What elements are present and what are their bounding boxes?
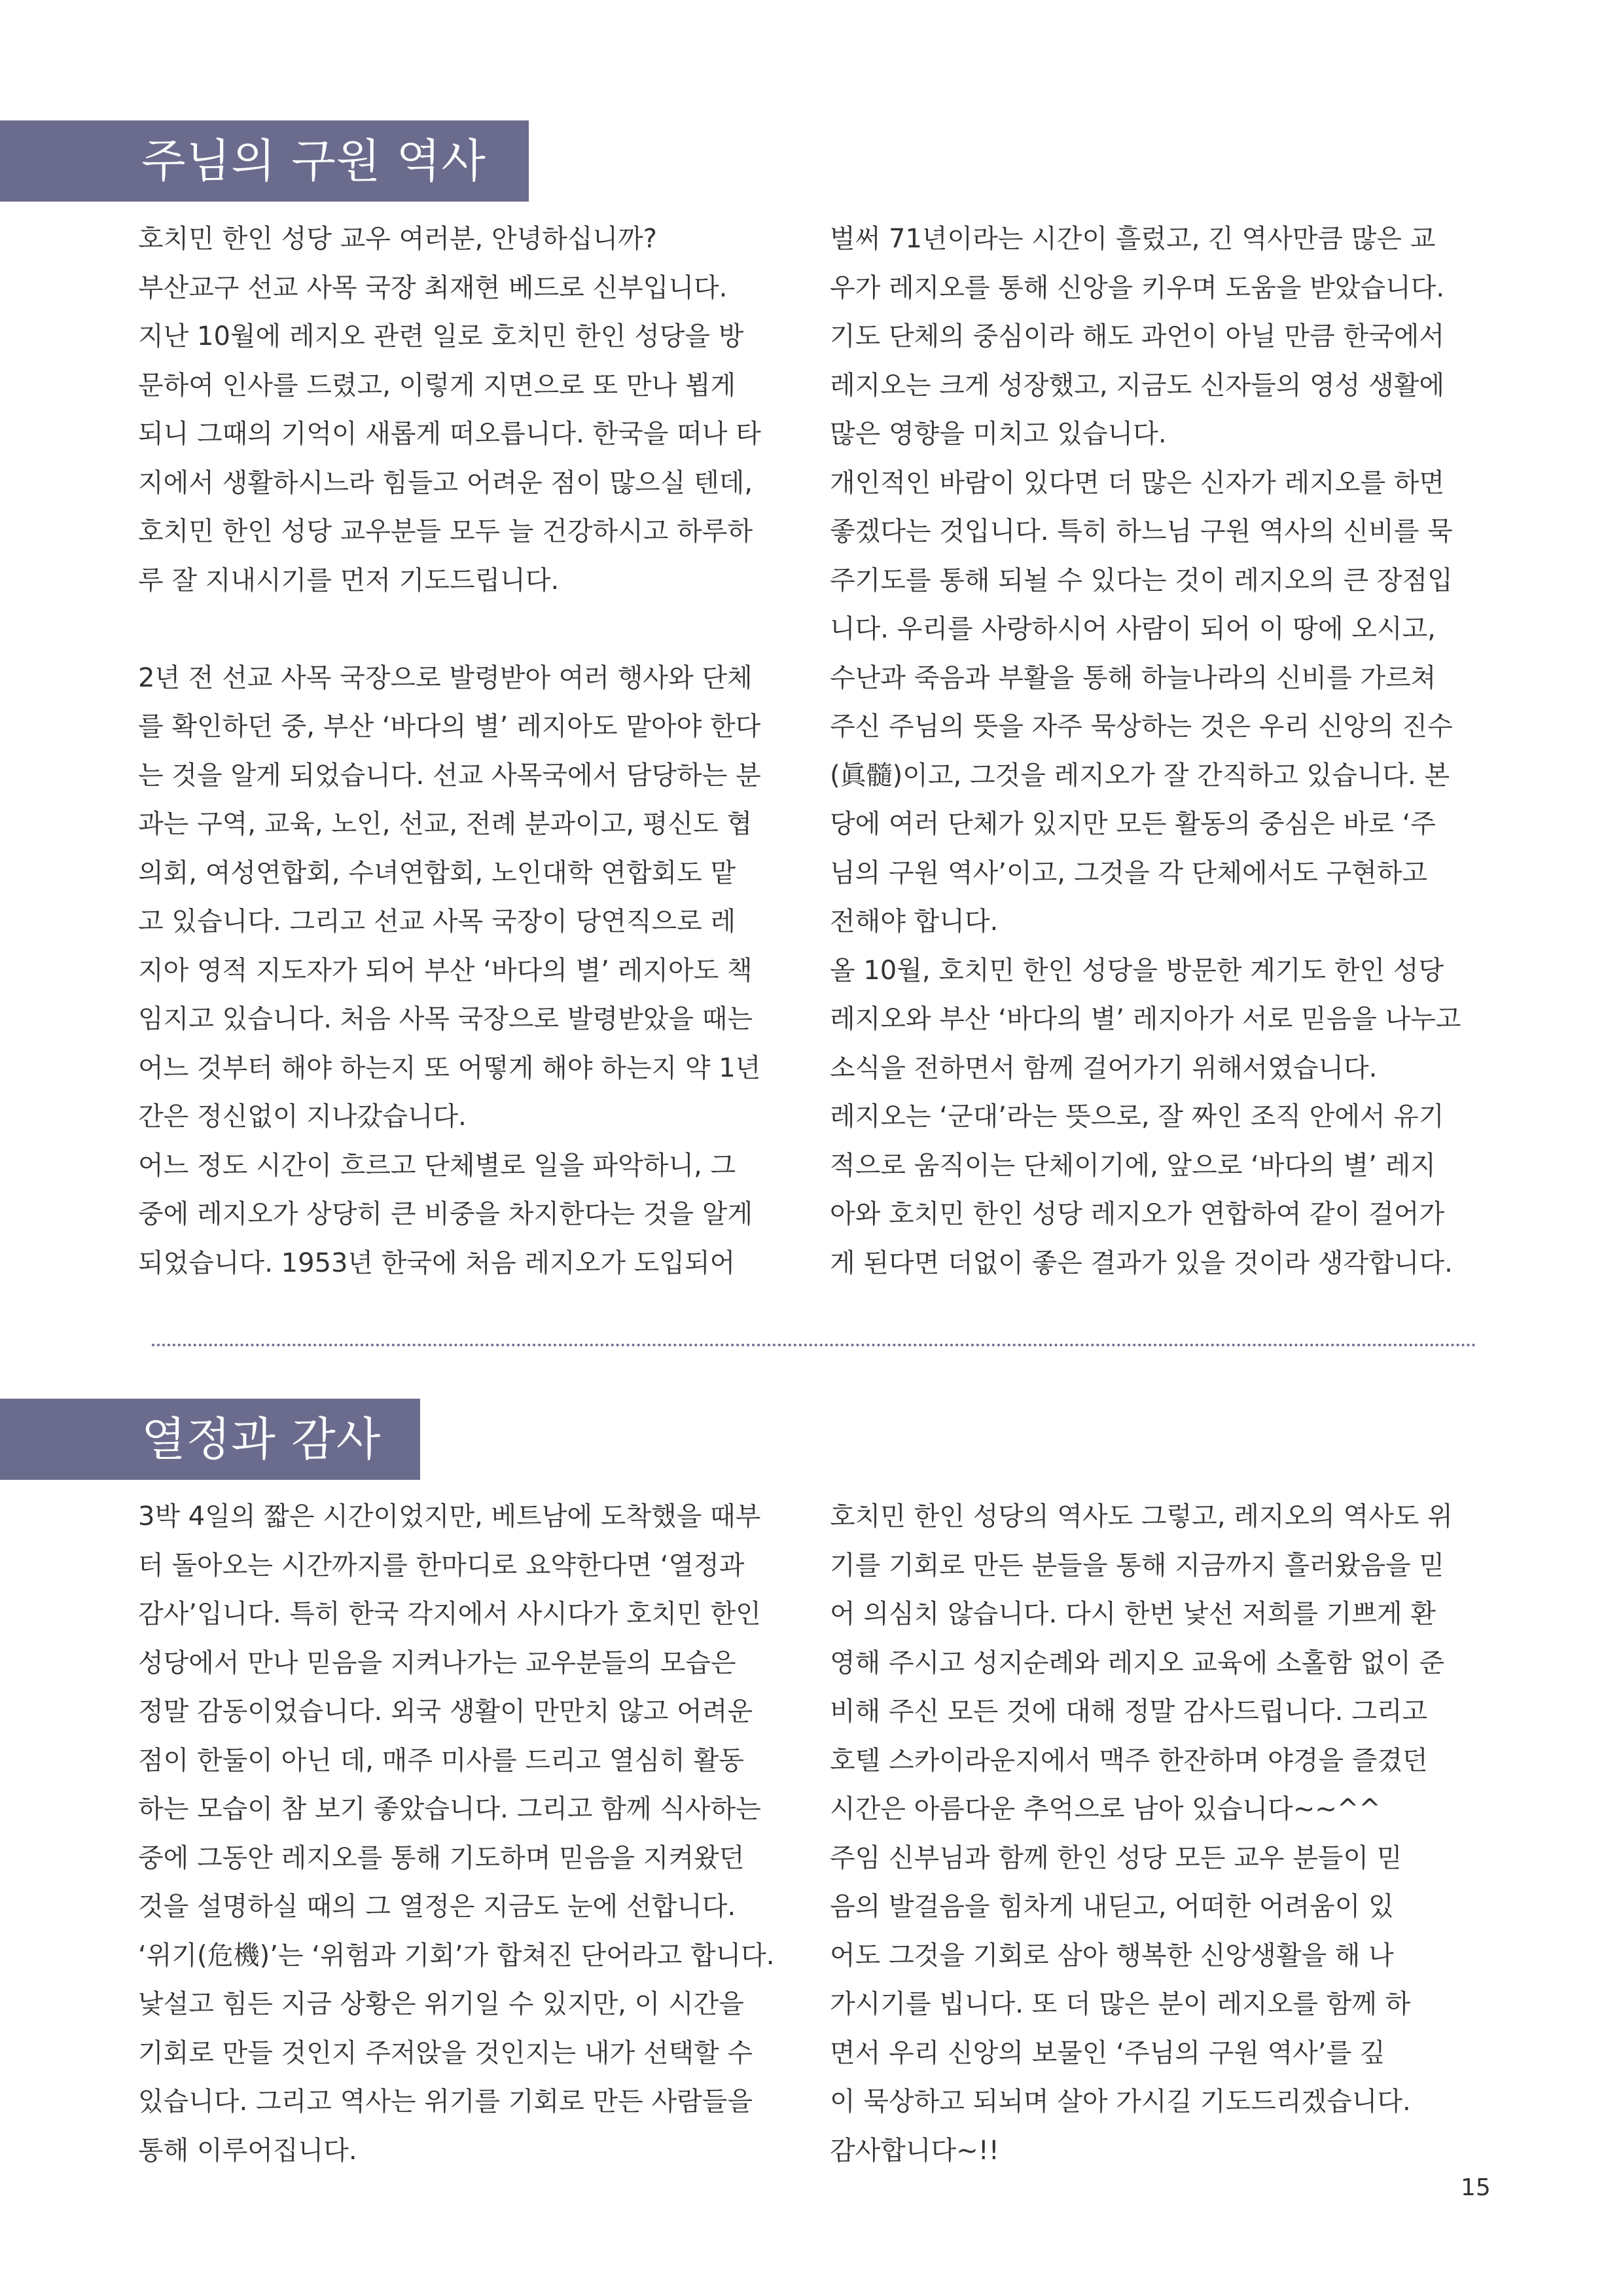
text-line: 님의 구원 역사’이고, 그것을 각 단체에서도 구현하고 (830, 857, 1428, 888)
text-line: 적으로 움직이는 단체이기에, 앞으로 ‘바다의 별’ 레지 (830, 1150, 1436, 1181)
text-line: 과는 구역, 교육, 노인, 선교, 전례 분과이고, 평신도 협 (138, 809, 753, 839)
text-line: 전해야 합니다. (830, 906, 999, 937)
text-line: 어도 그것을 기회로 삼아 행복한 신앙생활을 해 나 (830, 1940, 1394, 1971)
article-column-left (138, 1492, 793, 2175)
text-line: 레지오와 부산 ‘바다의 별’ 레지아가 서로 믿음을 나누고 (830, 1004, 1461, 1034)
text-line: 올 10월, 호치민 한인 성당을 방문한 계기도 한인 성당 (830, 955, 1444, 986)
text-line: 시간은 아름다운 추억으로 남아 있습니다~~^^ (830, 1794, 1381, 1824)
text-line: 주신 주님의 뜻을 자주 묵상하는 것은 우리 신앙의 진수 (830, 711, 1453, 742)
text-line: 3박 4일의 짧은 시간이었지만, 베트남에 도착했을 때부 (138, 1501, 761, 1532)
text-line: 레지오는 크게 성장했고, 지금도 신자들의 영성 생활에 (830, 370, 1445, 401)
text-line: 게 된다면 더없이 좋은 결과가 있을 것이라 생각합니다. (830, 1247, 1453, 1278)
article-column-right (830, 1492, 1484, 2175)
text-line: 간은 정신없이 지나갔습니다. (138, 1102, 467, 1132)
text-line: 기회로 만들 것인지 주저앉을 것인지는 내가 선택할 수 (138, 2037, 753, 2068)
text-line: 정말 감동이었습니다. 외국 생활이 만만치 않고 어려운 (138, 1696, 753, 1727)
text-line: 지에서 생활하시느라 힘들고 어려운 점이 많으실 텐데, (138, 467, 753, 498)
text-line: 수난과 죽음과 부활을 통해 하늘나라의 신비를 가르쳐 (830, 662, 1436, 693)
section-title: 열정과 감사 (141, 1412, 382, 1466)
text-line: 문하여 인사를 드렸고, 이렇게 지면으로 또 만나 뵙게 (138, 370, 736, 401)
page-number: 15 (1461, 2174, 1491, 2201)
text-line: 어느 것부터 해야 하는지 또 어떻게 해야 하는지 약 1년 (138, 1052, 761, 1083)
text-line: 는 것을 알게 되었습니다. 선교 사목국에서 담당하는 분 (138, 760, 761, 791)
text-line: (眞髓)이고, 그것을 레지오가 잘 간직하고 있습니다. 본 (830, 760, 1450, 791)
text-line: 터 돌아오는 시간까지를 한마디로 요약한다면 ‘열정과 (138, 1550, 745, 1581)
text-line: 중에 레지오가 상당히 큰 비중을 차지한다는 것을 알게 (138, 1199, 753, 1229)
text-line: 지난 10월에 레지오 관련 일로 호치민 한인 성당을 방 (138, 321, 744, 351)
text-line: 하는 모습이 참 보기 좋았습니다. 그리고 함께 식사하는 (138, 1794, 761, 1824)
text-line: 낯설고 힘든 지금 상황은 위기일 수 있지만, 이 시간을 (138, 1989, 744, 2019)
section-title: 주님의 구원 역사 (141, 134, 486, 188)
text-line: 것을 설명하실 때의 그 열정은 지금도 눈에 선합니다. (138, 1892, 736, 1922)
text-line: 주기도를 통해 되뇔 수 있다는 것이 레지오의 큰 장점입 (830, 565, 1453, 596)
text-line: 를 확인하던 중, 부산 ‘바다의 별’ 레지아도 맡아야 한다 (138, 711, 761, 742)
text-line: 벌써 71년이라는 시간이 흘렀고, 긴 역사만큼 많은 교 (830, 224, 1436, 254)
text-line: 좋겠다는 것입니다. 특히 하느님 구원 역사의 신비를 묵 (830, 516, 1453, 547)
text-line: 지아 영적 지도자가 되어 부산 ‘바다의 별’ 레지아도 책 (138, 955, 753, 986)
text-line: 있습니다. 그리고 역사는 위기를 기회로 만든 사람들을 (138, 2087, 753, 2117)
text-line: 가시기를 빕니다. 또 더 많은 분이 레지오를 함께 하 (830, 1989, 1411, 2019)
article-column-left (138, 215, 793, 1287)
text-line: 아와 호치민 한인 성당 레지오가 연합하여 같이 걸어가 (830, 1199, 1445, 1229)
text-line: 되니 그때의 기억이 새롭게 떠오릅니다. 한국을 떠나 타 (138, 419, 761, 449)
text-line: 되었습니다. 1953년 한국에 처음 레지오가 도입되어 (138, 1247, 736, 1278)
text-line: 감사합니다~!! (830, 2135, 999, 2166)
text-line: 면서 우리 신앙의 보물인 ‘주님의 구원 역사’를 깊 (830, 2037, 1385, 2068)
article-column-right (830, 215, 1484, 1287)
text-line: 음의 발걸음을 힘차게 내딛고, 어떠한 어려움이 있 (830, 1892, 1394, 1922)
paragraph-gap (138, 605, 793, 654)
text-line: 소식을 전하면서 함께 걸어가기 위해서였습니다. (830, 1052, 1378, 1083)
section-divider (152, 1344, 1476, 1346)
text-line: ‘위기(危機)’는 ‘위험과 기회’가 합쳐진 단어라고 합니다. (138, 1940, 775, 1971)
text-line: 호텔 스카이라운지에서 맥주 한잔하며 야경을 즐겼던 (830, 1745, 1428, 1776)
text-line: 당에 여러 단체가 있지만 모든 활동의 중심은 바로 ‘주 (830, 809, 1436, 839)
text-line: 성당에서 만나 믿음을 지켜나가는 교우분들의 모습은 (138, 1647, 736, 1678)
text-line: 루 잘 지내시기를 먼저 기도드립니다. (138, 565, 560, 596)
text-line: 호치민 한인 성당 교우분들 모두 늘 건강하시고 하루하 (138, 516, 753, 547)
text-line: 주임 신부님과 함께 한인 성당 모든 교우 분들이 믿 (830, 1842, 1402, 1873)
text-line: 호치민 한인 성당 교우 여러분, 안녕하십니까? (138, 224, 658, 254)
text-line: 기도 단체의 중심이라 해도 과언이 아닐 만큼 한국에서 (830, 321, 1445, 351)
text-line: 어느 정도 시간이 흐르고 단체별로 일을 파악하니, 그 (138, 1150, 736, 1181)
text-line: 부산교구 선교 사목 국장 최재현 베드로 신부입니다. (138, 272, 728, 303)
text-line: 2년 전 선교 사목 국장으로 발령받아 여러 행사와 단체 (138, 662, 753, 693)
section-title-banner (0, 120, 529, 202)
text-line: 우가 레지오를 통해 신앙을 키우며 도움을 받았습니다. (830, 272, 1445, 303)
text-line: 통해 이루어집니다. (138, 2135, 357, 2166)
text-line: 기를 기회로 만든 분들을 통해 지금까지 흘러왔음을 믿 (830, 1550, 1445, 1581)
text-line: 호치민 한인 성당의 역사도 그렇고, 레지오의 역사도 위 (830, 1501, 1453, 1532)
text-line: 레지오는 ‘군대’라는 뜻으로, 잘 짜인 조직 안에서 유기 (830, 1102, 1444, 1132)
text-line: 의회, 여성연합회, 수녀연합회, 노인대학 연합회도 맡 (138, 857, 736, 888)
text-line: 비해 주신 모든 것에 대해 정말 감사드립니다. 그리고 (830, 1696, 1428, 1727)
text-line: 개인적인 바람이 있다면 더 많은 신자가 레지오를 하면 (830, 467, 1445, 498)
text-line: 이 묵상하고 되뇌며 살아 가시길 기도드리겠습니다. (830, 2087, 1411, 2117)
text-line: 어 의심치 않습니다. 다시 한번 낯선 저희를 기쁘게 환 (830, 1599, 1436, 1629)
text-line: 점이 한둘이 아닌 데, 매주 미사를 드리고 열심히 활동 (138, 1745, 744, 1776)
text-line: 임지고 있습니다. 처음 사목 국장으로 발령받았을 때는 (138, 1004, 753, 1034)
text-line: 니다. 우리를 사랑하시어 사람이 되어 이 땅에 오시고, (830, 614, 1436, 644)
text-line: 고 있습니다. 그리고 선교 사목 국장이 당연직으로 레 (138, 906, 736, 937)
text-line: 감사’입니다. 특히 한국 각지에서 사시다가 호치민 한인 (138, 1599, 761, 1629)
text-line: 영해 주시고 성지순례와 레지오 교육에 소홀함 없이 준 (830, 1647, 1445, 1678)
text-line: 많은 영향을 미치고 있습니다. (830, 419, 1167, 449)
text-line: 중에 그동안 레지오를 통해 기도하며 믿음을 지켜왔던 (138, 1842, 745, 1873)
section-title-banner (0, 1399, 420, 1480)
